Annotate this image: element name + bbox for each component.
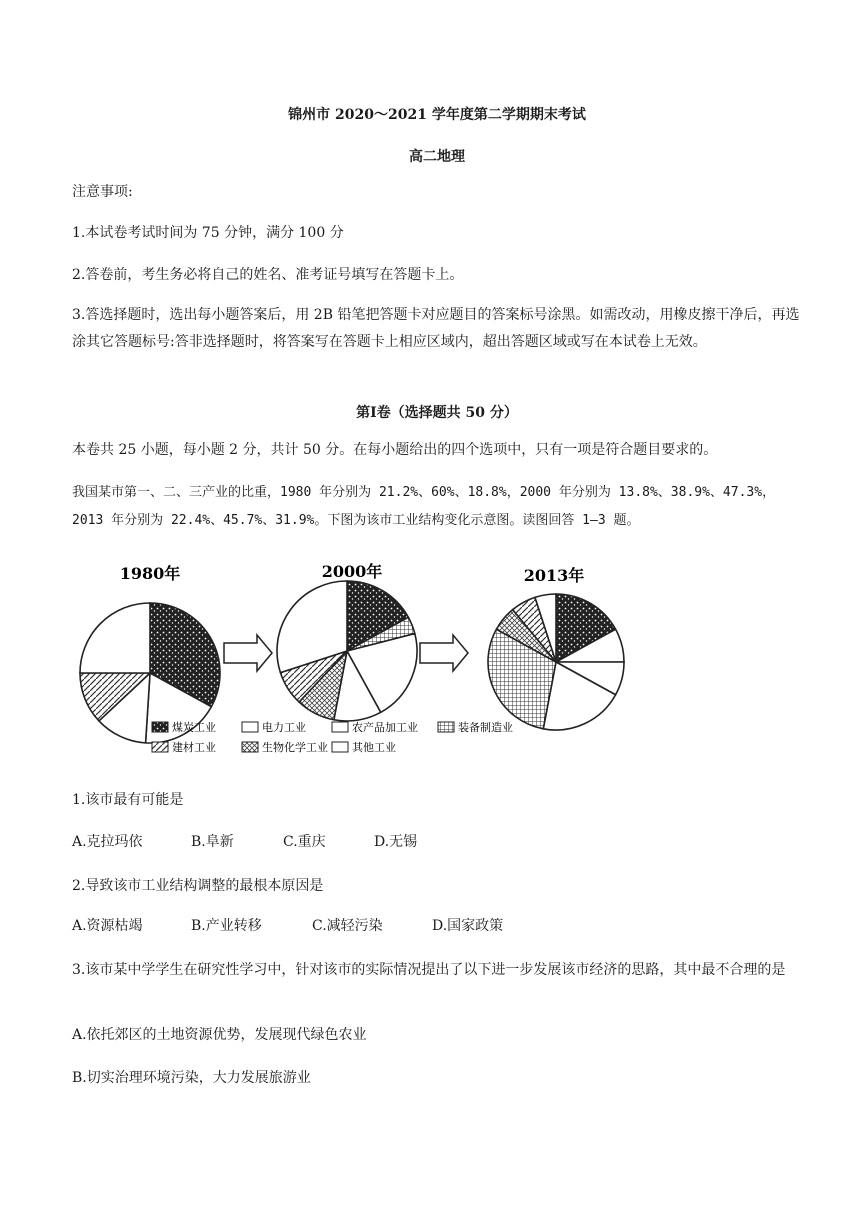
option-d[interactable]: D.国家政策 (432, 918, 504, 934)
pie-title-2013: 2013年 (523, 566, 585, 585)
notice-item-3: 3.答选择题时，选出每小题答案后，用 2B 铅笔把答题卡对应题目的答案标号涂黑。如需改动，用橡皮擦干净后，再选涂其它答题标号:答非选择题时，将答案写在答题卡上相应区域内，超出答题区域或写在本试卷上无效。 (72, 307, 800, 350)
legend-swatch-power (242, 722, 258, 732)
pie-slice-other (80, 603, 150, 673)
option-b[interactable]: B.阜新 (191, 834, 234, 850)
arrow-icon (224, 635, 272, 671)
legend-label-power: 电力工业 (262, 721, 306, 734)
pie-2013 (488, 594, 624, 730)
notice-item-1: 1.本试卷考试时间为 75 分钟，满分 100 分 (72, 225, 344, 241)
legend-swatch-biochem (242, 742, 258, 752)
pie-legend (152, 720, 513, 754)
legend-label-agro-processing: 农产品加工业 (352, 721, 418, 734)
legend-swatch-agro-processing (332, 722, 348, 732)
option-a[interactable]: A.克拉玛依 (72, 834, 143, 850)
pie-2000 (277, 581, 417, 721)
pie-title-2000: 2000年 (321, 562, 383, 581)
exam-subject: 高二地理 (409, 149, 465, 165)
question-2-options (72, 915, 503, 935)
pie-title-1980: 1980年 (119, 564, 181, 583)
question-1-stem: 1.该市最有可能是 (72, 792, 184, 808)
legend-swatch-building-materials (152, 742, 168, 752)
legend-swatch-equipment (438, 722, 454, 732)
legend-label-biochem: 生物化学工业 (262, 741, 328, 754)
notice-item-2: 2.答卷前，考生务必将自己的姓名、准考证号填写在答题卡上。 (72, 267, 464, 283)
legend-label-coal: 煤炭工业 (172, 721, 216, 734)
industry-structure-figure (72, 553, 632, 768)
question-1-options (72, 831, 417, 851)
legend-swatch-coal (152, 722, 168, 732)
section-intro: 本卷共 25 小题，每小题 2 分，共计 50 分。在每小题给出的四个选项中，只有一项是符合题目要求的。 (72, 442, 718, 458)
material-text: 我国某市第一、二、三产业的比重，1980 年分别为 21.2%、60%、18.8%，2000 年分别为 13.8%、38.9%、47.3%，2013 年分别为 22.4%、45.7%、31.9%。下图为该市工业结构变化示意图。读图回答 1—3 题。 (72, 485, 776, 528)
legend-label-other: 其他工业 (352, 741, 396, 754)
option-c[interactable]: C.减轻污染 (312, 918, 383, 934)
question-3-stem: 3.该市某中学学生在研究性学习中，针对该市的实际情况提出了以下进一步发展该市经济的思路，其中最不合理的是 (72, 962, 786, 978)
legend-label-building-materials: 建材工业 (172, 741, 216, 754)
option-b[interactable]: B.产业转移 (191, 918, 262, 934)
question-2-stem: 2.导致该市工业结构调整的最根本原因是 (72, 878, 324, 894)
exam-title: 锦州市 2020～2021 学年度第二学期期末考试 (288, 107, 586, 123)
notice-heading: 注意事项: (72, 184, 133, 200)
option-c[interactable]: C.重庆 (283, 834, 326, 850)
option-a[interactable]: A.依托郊区的土地资源优势，发展现代绿色农业 (72, 1027, 367, 1043)
legend-swatch-other (332, 742, 348, 752)
arrow-icon (420, 635, 468, 671)
legend-label-equipment: 装备制造业 (458, 721, 513, 734)
pie-charts-svg (72, 553, 632, 768)
option-d[interactable]: D.无锡 (374, 834, 418, 850)
option-b[interactable]: B.切实治理环境污染，大力发展旅游业 (72, 1070, 311, 1086)
option-a[interactable]: A.资源枯竭 (72, 918, 143, 934)
section-title: 第Ⅰ卷（选择题共 50 分） (356, 405, 518, 421)
